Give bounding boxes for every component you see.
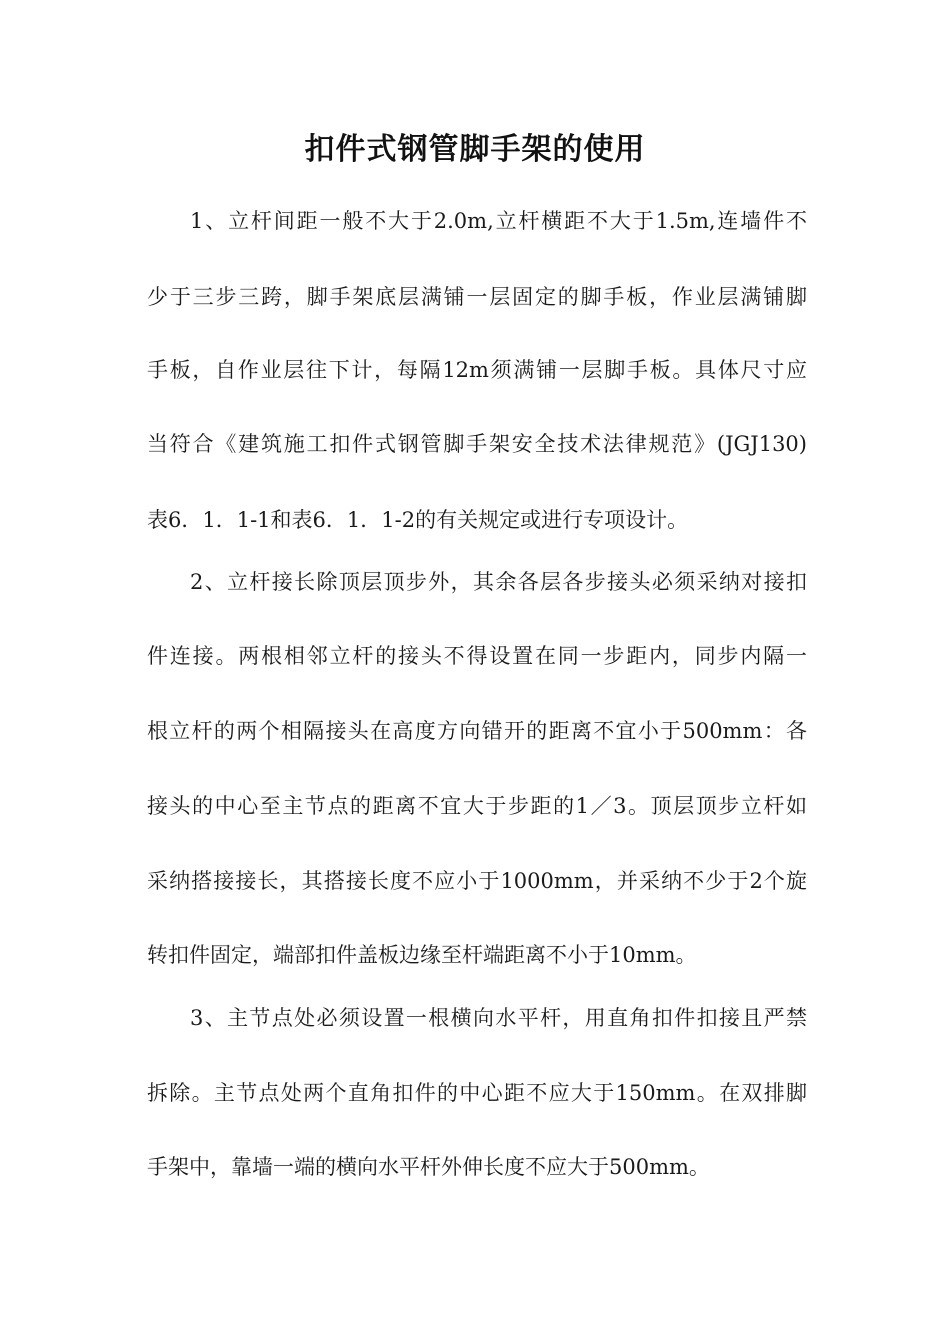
paragraph-3-line-3: 手架中，靠墙一端的横向水平杆外伸长度不应大于500mm。 [147, 1155, 710, 1179]
paragraph-2-line-2: 件连接。两根相邻立杆的接头不得设置在同一步距内，同步内隔一 [147, 644, 807, 668]
paragraph-2-line-4: 接头的中心至主节点的距离不宜大于步距的1／3。顶层顶步立杆如 [147, 794, 807, 818]
paragraph-1-line-1: 1、立杆间距一般不大于2.0m,立杆横距不大于1.5m,连墙件不 [190, 209, 807, 233]
paragraph-2-line-1: 2、立杆接长除顶层顶步外，其余各层各步接头必须采纳对接扣 [190, 570, 807, 594]
paragraph-1-line-5: 表6．1．1-1和表6．1．1-2的有关规定或进行专项设计。 [147, 508, 689, 532]
paragraph-1-line-4: 当符合《建筑施工扣件式钢管脚手架安全技术法律规范》(JGJ130) [147, 432, 807, 456]
paragraph-3-line-1: 3、主节点处必须设置一根横向水平杆，用直角扣件扣接且严禁 [190, 1006, 807, 1030]
paragraph-3-line-2: 拆除。主节点处两个直角扣件的中心距不应大于150mm。在双排脚 [147, 1081, 807, 1105]
paragraph-2-line-5: 采纳搭接接长，其搭接长度不应小于1000mm，并采纳不少于2个旋 [147, 869, 807, 893]
paragraph-2-line-3: 根立杆的两个相隔接头在高度方向错开的距离不宜小于500mm：各 [147, 719, 807, 743]
document-title: 扣件式钢管脚手架的使用 [304, 132, 646, 167]
paragraph-1-line-2: 少于三步三跨，脚手架底层满铺一层固定的脚手板，作业层满铺脚 [147, 285, 807, 309]
paragraph-2-line-6: 转扣件固定，端部扣件盖板边缘至杆端距离不小于10mm。 [147, 943, 697, 967]
paragraph-1-line-3: 手板，自作业层往下计，每隔12m须满铺一层脚手板。具体尺寸应 [147, 358, 807, 382]
